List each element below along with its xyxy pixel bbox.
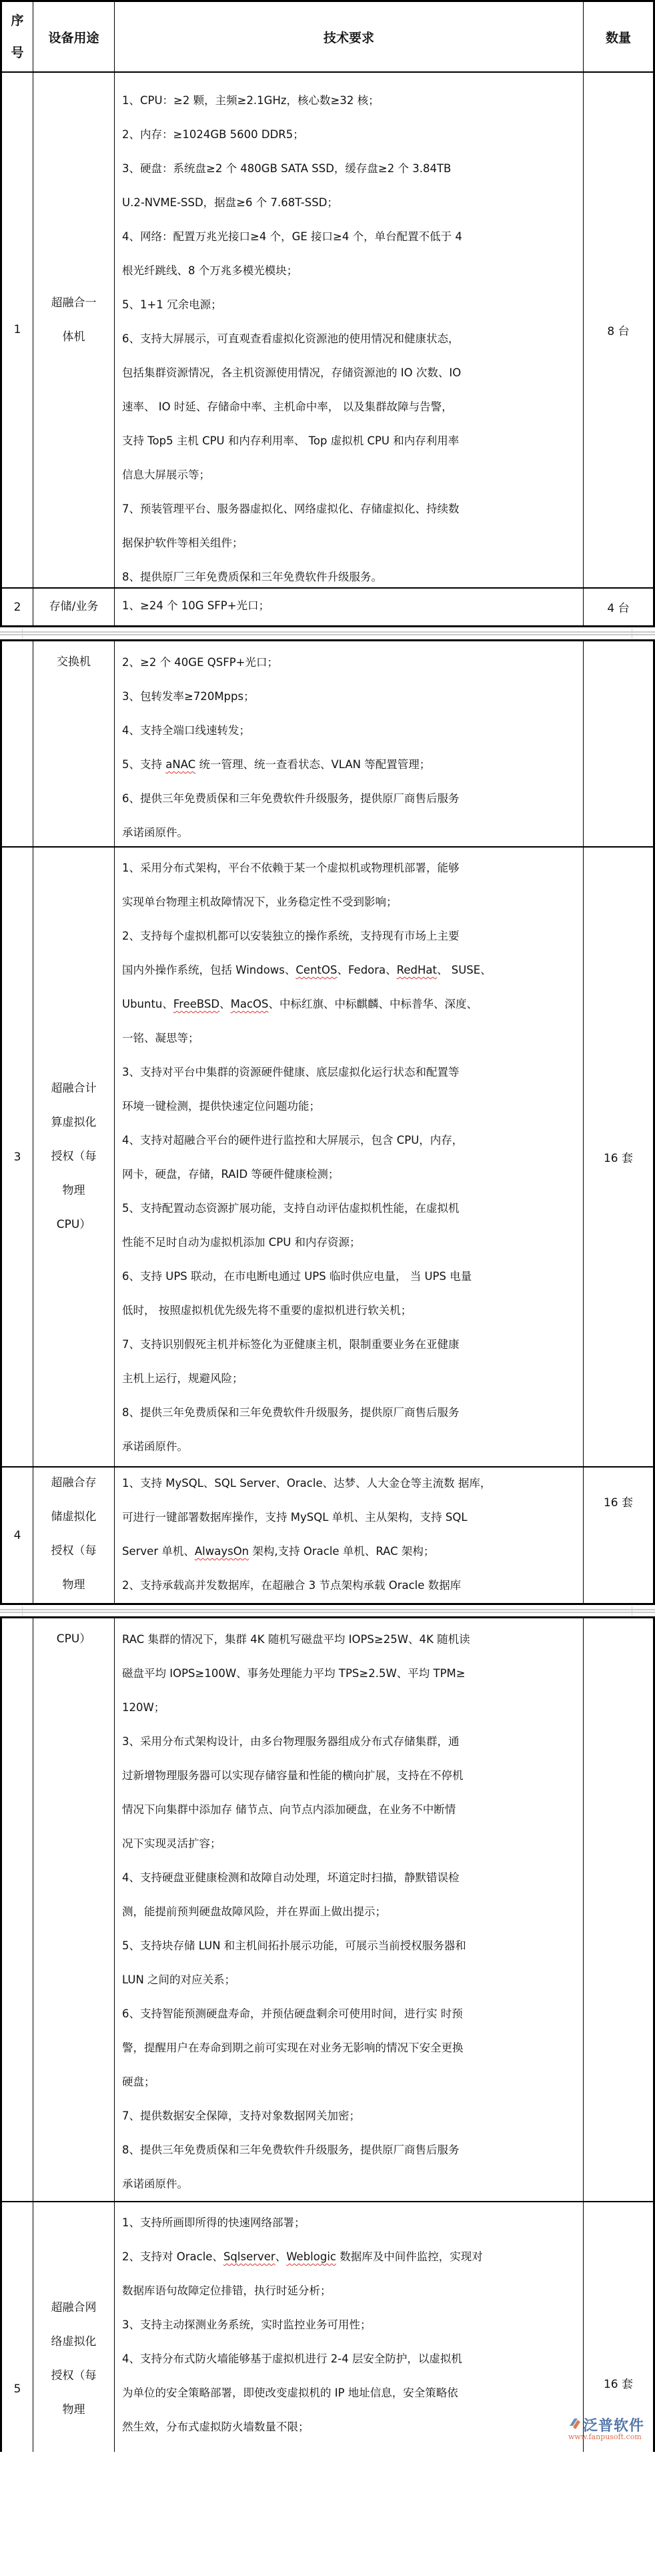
spec-line: 数据库语句故障定位排错，执行时延分析；: [122, 2284, 332, 2297]
spellcheck-word: CentOS: [295, 964, 338, 976]
spec-line: 4、支持分布式防火墙能够基于虚拟机进行 2-4 层安全防护，以虚拟机: [122, 2352, 462, 2365]
row-index-value: 2: [13, 600, 21, 614]
use-line: 体机: [62, 330, 85, 344]
use-line: 超融合一: [51, 296, 97, 310]
spec-line: 3、支持主动探测业务系统，实时监控业务可用性；: [122, 2318, 372, 2331]
row-4-qty: [584, 1468, 653, 1534]
use-line: 超融合计: [51, 1082, 97, 1095]
spec-line: 6、支持大屏展示，可直观查看虚拟化资源池的使用情况和健康状态，: [122, 332, 460, 345]
spellcheck-word: Weblogic: [286, 2250, 336, 2263]
spec-line: 7、支持识别假死主机并标签化为亚健康主机，限制重要业务在亚健康: [122, 1338, 460, 1351]
qty-value: 16 套: [603, 1496, 634, 1510]
use-line: 存储/业务: [49, 600, 99, 613]
row-5-index: [2, 2202, 33, 2576]
spec-line: 据保护软件等相关组件；: [122, 537, 243, 549]
row-2-spec-continued: [122, 645, 582, 850]
row-4-use: [33, 1468, 114, 1603]
row-5-use: [33, 2202, 114, 2452]
spec-line: 况下实现灵活扩容；: [122, 1837, 221, 1850]
spec-line: RAC 集群的情况下，集群 4K 随机写磁盘平均 IOPS≥25W、4K 随机读: [122, 1633, 470, 1646]
spellcheck-word: Sqlserver: [223, 2250, 275, 2263]
spec-line: 2、支持每个虚拟机都可以安装独立的操作系统，支持现有市场上主要: [122, 930, 460, 942]
page-1-table: [0, 0, 655, 627]
use-line: CPU）: [56, 1218, 91, 1231]
use-line: 超融合网: [51, 2301, 97, 2314]
spec-text: 统一管理、统一查看状态、VLAN 等配置管理；: [195, 758, 431, 771]
spec-line: 7、预装管理平台、服务器虚拟化、网络虚拟化、存储虚拟化、持续数: [122, 503, 460, 515]
use-line: CPU）: [56, 1632, 91, 1646]
page-break: [0, 631, 655, 635]
spec-line: 硬盘；: [122, 2075, 155, 2088]
spec-line: 信息大屏展示等；: [122, 468, 210, 481]
row-1-index: [2, 72, 33, 587]
header-use: [33, 2, 114, 71]
row-index-value: 3: [13, 1150, 21, 1164]
spec-line: 8、提供三年免费质保和三年免费软件升级服务，提供原厂商售后服务: [122, 1406, 460, 1419]
spec-line: [122, 953, 582, 987]
use-line: 交换机: [57, 655, 91, 669]
page-2-table: [0, 639, 655, 1605]
spec-line: 1、CPU：≥2 颗，主频≥2.1GHz，核心数≥32 核；: [122, 94, 380, 107]
use-line: 储虚拟化: [51, 1510, 97, 1524]
spec-text: 数据库及中间件监控，实现对: [336, 2250, 483, 2263]
spec-line: 环境一键检测，提供快速定位问题功能；: [122, 1100, 320, 1112]
row-2-spec: [122, 589, 582, 623]
use-line: 物理: [62, 2403, 85, 2417]
spec-line: 警，提醒用户在寿命到期之前可实现在对业务无影响的情况下安全更换: [122, 2041, 464, 2054]
spec-line: 4、支持硬盘亚健康检测和故障自动处理，坏道定时扫描，静默错误检: [122, 1871, 460, 1884]
header-index: [2, 2, 33, 71]
spec-line: 速率、 IO 时延、存储命中率、主机命中率， 以及集群故障与告警，: [122, 400, 453, 413]
spec-line: 6、支持 UPS 联动，在市电断电通过 UPS 临时供应电量， 当 UPS 电量: [122, 1270, 472, 1283]
spec-line: [122, 987, 582, 1021]
spec-line: 8、提供三年免费质保和三年免费软件升级服务，提供原厂商售后服务: [122, 2144, 460, 2156]
row-3-index: [2, 848, 33, 1466]
watermark-brand: 泛普软件: [583, 2418, 645, 2435]
qty-value: 16 套: [603, 2378, 634, 2391]
spec-line: 性能不足时自动为虚拟机添加 CPU 和内存资源；: [122, 1236, 361, 1249]
spec-line: 8、提供原厂三年免费质保和三年免费软件升级服务。: [122, 571, 382, 583]
header-qty-label: 数量: [605, 30, 631, 45]
spec-line: 然生效，分布式虚拟防火墙数量不限；: [122, 2421, 309, 2433]
spec-text: 、: [275, 2250, 287, 2263]
spellcheck-word: MacOS: [230, 998, 269, 1010]
spellcheck-word: RedHat: [396, 964, 438, 976]
row-3-spec: [122, 851, 582, 1464]
spec-line: 2、支持承载高并发数据库，在超融合 3 节点架构承载 Oracle 数据库: [122, 1579, 462, 1592]
spec-line: 根光纤跳线、8 个万兆多模光模块；: [122, 264, 298, 277]
spec-line: 承诺函原件。: [122, 826, 188, 839]
spec-line: 4、支持全端口线速转发；: [122, 724, 250, 737]
spec-line: 1、≥24 个 10G SFP+光口；: [122, 599, 270, 612]
spec-line: 7、提供数据安全保障，支持对象数据网关加密；: [122, 2110, 360, 2122]
spec-line: 过新增物理服务器可以实现存储容量和性能的横向扩展，支持在不停机: [122, 1769, 464, 1782]
use-line: 授权（每: [51, 1150, 97, 1163]
spec-line: [122, 2240, 582, 2274]
row-4-spec-continued: [122, 1622, 582, 2201]
row-2-index: [2, 589, 33, 625]
row-4-index: [2, 1468, 33, 1603]
use-line: 物理: [62, 1184, 85, 1197]
row-3-qty: [584, 848, 653, 1466]
header-spec-label: 技术要求: [323, 30, 374, 45]
spec-line: [122, 1534, 582, 1568]
use-line: 算虚拟化: [51, 1116, 97, 1129]
spec-text: 、中标红旗、中标麒麟、中标普华、深度、: [268, 998, 478, 1010]
spec-text: Server 单机、: [122, 1545, 195, 1558]
spellcheck-word: FreeBSD: [173, 998, 220, 1010]
use-line: 物理: [62, 1578, 85, 1592]
spec-line: 3、包转发率≥720Mpps；: [122, 690, 255, 703]
spec-text: 、Fedora、: [337, 964, 397, 976]
spec-line: 1、支持所画即所得的快速网络部署；: [122, 2216, 305, 2229]
spec-line: 120W；: [122, 1701, 165, 1714]
spec-line: 为单位的安全策略部署，即使改变虚拟机的 IP 地址信息，安全策略依: [122, 2386, 458, 2399]
spec-line: U.2-NVME-SSD，据盘≥6 个 7.68T-SSD；: [122, 196, 338, 209]
spec-line: 2、≥2 个 40GE QSFP+光口；: [122, 656, 278, 669]
watermark-url: www.fanpusoft.com: [568, 2433, 642, 2441]
row-3-use: [33, 848, 114, 1466]
spec-line: 网卡，硬盘，存储，RAID 等硬件健康检测；: [122, 1168, 340, 1181]
spec-line: 6、支持智能预测硬盘寿命，并预估硬盘剩余可使用时间，进行实 时预: [122, 2007, 463, 2020]
row-4-use-continued: [33, 1618, 114, 2201]
spec-text: 2、支持对 Oracle、: [122, 2250, 223, 2263]
spec-line: 4、网络：配置万兆光接口≥4 个，GE 接口≥4 个，单台配置不低于 4: [122, 230, 462, 243]
spec-line: 3、支持对平台中集群的资源硬件健康、底层虚拟化运行状态和配置等: [122, 1066, 460, 1078]
row-5-spec: [122, 2206, 582, 2444]
spec-line: 5、1+1 冗余电源；: [122, 298, 222, 311]
spec-text: 、: [219, 998, 231, 1010]
row-index-value: 5: [13, 2382, 21, 2396]
header-use-label: 设备用途: [48, 30, 99, 45]
spec-line: 承诺函原件。: [122, 1440, 188, 1453]
row-1-use: [33, 72, 114, 587]
qty-value: 16 套: [603, 1152, 634, 1165]
column-divider: [114, 1618, 115, 2452]
use-line: 超融合存: [51, 1476, 97, 1490]
spec-line: 承诺函原件。: [122, 2178, 188, 2190]
row-1-spec: [122, 83, 582, 594]
header-index-bottom: 号: [11, 45, 24, 60]
spec-line: 2、内存：≥1024GB 5600 DDR5；: [122, 128, 304, 141]
row-index-value: 4: [13, 1528, 21, 1542]
spec-line: 6、提供三年免费质保和三年免费软件升级服务，提供原厂商售后服务: [122, 792, 460, 805]
spec-line: 4、支持对超融合平台的硬件进行监控和大屏展示，包含 CPU，内存，: [122, 1134, 464, 1147]
row-2-use: [33, 589, 114, 625]
header-qty: [584, 2, 653, 71]
qty-value: 8 台: [607, 324, 630, 338]
spellcheck-word: aNAC: [165, 758, 196, 771]
spec-line: 低时， 按照虚拟机优先级先将不重要的虚拟机进行软关机；: [122, 1304, 412, 1317]
qty-value: 4 台: [607, 602, 630, 615]
spec-text: 国内外操作系统，包括 Windows、: [122, 964, 296, 976]
spec-text: 5、支持: [122, 758, 166, 771]
spec-line: 一铭、凝思等；: [122, 1032, 199, 1044]
column-divider: [114, 2, 115, 625]
use-line: 授权（每: [51, 1544, 97, 1558]
header-spec: [115, 2, 583, 71]
spec-line: 5、支持配置动态资源扩展功能，支持自动评估虚拟机性能，在虚拟机: [122, 1202, 460, 1215]
row-2-qty: [584, 589, 653, 625]
row-4-spec: [122, 1466, 582, 1602]
column-divider: [114, 641, 115, 1603]
spec-line: 测，能提前预判硬盘故障风险，并在界面上做出提示；: [122, 1905, 386, 1918]
spec-line: 1、支持 MySQL、SQL Server、Oracle、达梦、人大金仓等主流数 据库，: [122, 1477, 492, 1490]
use-line: 授权（每: [51, 2369, 97, 2382]
spec-line: 3、硬盘：系统盘≥2 个 480GB SATA SSD，缓存盘≥2 个 3.84TB: [122, 162, 452, 175]
spec-line: 磁盘平均 IOPS≥100W、事务处理能力平均 TPS≥2.5W、平均 TPM≥: [122, 1667, 466, 1680]
spec-line: 包括集群资源情况，各主机资源使用情况，存储资源池的 IO 次数、IO: [122, 366, 462, 379]
watermark: [568, 2414, 654, 2445]
row-index-value: 1: [13, 323, 21, 336]
header-index-top: 序: [11, 13, 24, 28]
spec-line: 1、采用分布式架构，平台不依赖于某一个虚拟机或物理机部署，能够: [122, 862, 460, 874]
page-break: [0, 1609, 655, 1613]
spec-line: LUN 之间的对应关系；: [122, 1973, 236, 1986]
spec-text: 、 SUSE、: [437, 964, 492, 976]
row-1-qty: [584, 72, 653, 587]
spec-line: 实现单台物理主机故障情况下，业务稳定性不受到影响；: [122, 896, 398, 908]
spec-line: 3、采用分布式架构设计，由多台物理服务器组成分布式存储集群，通: [122, 1735, 460, 1748]
spec-line: 可进行一键部署数据库操作，支持 MySQL 单机、主从架构，支持 SQL: [122, 1511, 468, 1524]
fanpu-logo-icon: [568, 2417, 582, 2431]
spec-text: 架构,支持 Oracle 单机、RAC 架构；: [249, 1545, 435, 1558]
spec-line: 情况下向集群中添加存 储节点、向节点内添加硬盘，在业务不中断情: [122, 1803, 456, 1816]
spec-line: 支持 Top5 主机 CPU 和内存利用率、 Top 虚拟机 CPU 和内存利用率: [122, 434, 460, 447]
spec-line: 主机上运行，规避风险；: [122, 1372, 243, 1385]
spec-line: 5、支持块存储 LUN 和主机间拓扑展示功能，可展示当前授权服务器和: [122, 1939, 466, 1952]
spellcheck-word: AlwaysOn: [194, 1545, 249, 1558]
spec-text: Ubuntu、: [122, 998, 173, 1010]
use-line: 络虚拟化: [51, 2335, 97, 2348]
page-3-table: [0, 1616, 655, 2452]
row-2-use-continued: [33, 641, 114, 846]
spec-line: [122, 747, 582, 781]
